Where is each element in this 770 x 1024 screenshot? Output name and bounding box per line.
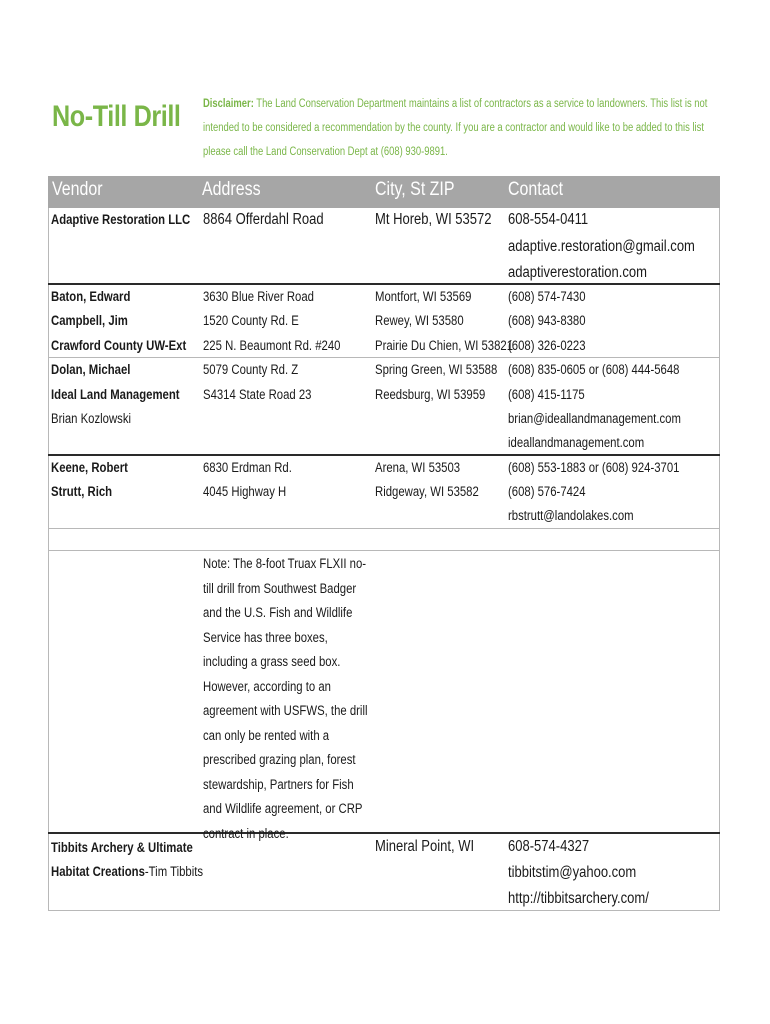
vendor-phone: (608) 415-1175 — [508, 387, 585, 402]
page-title: No-Till Drill — [52, 100, 181, 133]
vendor-address: S4314 State Road 23 — [203, 387, 312, 402]
row-divider — [48, 528, 720, 529]
disclaimer-label: Disclaimer: — [203, 98, 254, 110]
vendor-phone: (608) 576-7424 — [508, 484, 586, 499]
vendor-name: Strutt, Rich — [51, 484, 113, 499]
row-divider — [48, 832, 720, 834]
vendor-city: Mineral Point, WI — [375, 838, 475, 855]
vendor-website[interactable]: ideallandmanagement.com — [508, 435, 645, 450]
vendor-name-line2 — [51, 864, 203, 879]
vendor-name: Adaptive Restoration LLC — [51, 212, 191, 227]
row-divider — [48, 454, 720, 456]
vendor-name: Tibbits Archery & Ultimate — [51, 840, 193, 855]
header-vendor: Vendor — [52, 179, 103, 200]
table-header — [48, 176, 720, 208]
vendor-address: 6830 Erdman Rd. — [203, 460, 292, 475]
vendor-phone: (608) 326-0223 — [508, 338, 586, 353]
vendor-city: Mt Horeb, WI 53572 — [375, 211, 492, 228]
vendor-city: Arena, WI 53503 — [375, 460, 461, 475]
vendor-website[interactable]: http://tibbitsarchery.com/ — [508, 890, 649, 907]
vendor-phone: (608) 943-8380 — [508, 313, 586, 328]
vendor-phone: (608) 574-7430 — [508, 289, 586, 304]
vendor-email[interactable]: adaptive.restoration@gmail.com — [508, 238, 695, 255]
vendor-contact-person: Brian Kozlowski — [51, 411, 132, 426]
row-divider — [48, 550, 720, 551]
vendor-email[interactable]: tibbitstim@yahoo.com — [508, 864, 637, 881]
vendor-city: Reedsburg, WI 53959 — [375, 387, 486, 402]
vendor-name: Campbell, Jim — [51, 313, 128, 328]
drill-note: Note: The 8-foot Truax FLXII no-till drill from Southwest Badger and the U.S. Fish and Wildlife Service has three boxes, including a grass seed box. However, according to an agreement with USFWS, the drill can only be rented with a prescribed grazing plan, forest stewardship, Partners for Fish and Wildlife agreement, or CRP contract in place. — [203, 556, 368, 841]
row-divider — [48, 283, 720, 285]
vendor-email[interactable]: rbstrutt@landolakes.com — [508, 508, 634, 523]
header-address: Address — [202, 179, 261, 200]
vendor-city: Prairie Du Chien, WI 53821 — [375, 338, 514, 353]
vendor-website[interactable]: adaptiverestoration.com — [508, 264, 647, 281]
vendor-address: 4045 Highway H — [203, 484, 287, 499]
disclaimer-text: The Land Conservation Department maintains a list of contractors as a service to landowners. This list is not intended to be considered a recommendation by the county. If you are a contractor and would like to be added to this list please call the Land Conservation Dept at (608) 930-9891. — [203, 98, 708, 158]
vendor-contact-person: -Tim Tibbits — [144, 864, 204, 879]
header-city: City, St ZIP — [375, 179, 455, 200]
vendor-city: Montfort, WI 53569 — [375, 289, 472, 304]
disclaimer — [203, 92, 711, 164]
vendor-address: 8864 Offerdahl Road — [203, 211, 324, 228]
vendor-name: Baton, Edward — [51, 289, 131, 304]
vendor-city: Rewey, WI 53580 — [375, 313, 464, 328]
row-divider — [48, 357, 720, 358]
vendor-email[interactable]: brian@ideallandmanagement.com — [508, 411, 681, 426]
vendor-name: Crawford County UW-Ext — [51, 338, 187, 353]
vendor-address: 5079 County Rd. Z — [203, 362, 299, 377]
vendor-address: 225 N. Beaumont Rd. #240 — [203, 338, 341, 353]
vendor-company: Habitat Creations — [51, 864, 145, 879]
vendor-city: Ridgeway, WI 53582 — [375, 484, 479, 499]
vendor-address: 1520 County Rd. E — [203, 313, 299, 328]
vendor-name: Dolan, Michael — [51, 362, 131, 377]
vendor-phone: 608-554-0411 — [508, 211, 589, 228]
vendor-address: 3630 Blue River Road — [203, 289, 314, 304]
vendor-phone: (608) 553-1883 or (608) 924-3701 — [508, 460, 680, 475]
vendor-name: Ideal Land Management — [51, 387, 180, 402]
vendor-city: Spring Green, WI 53588 — [375, 362, 498, 377]
vendor-phone: 608-574-4327 — [508, 838, 590, 855]
vendor-phone: (608) 835-0605 or (608) 444-5648 — [508, 362, 680, 377]
header-contact: Contact — [508, 179, 564, 200]
vendor-name: Keene, Robert — [51, 460, 128, 475]
